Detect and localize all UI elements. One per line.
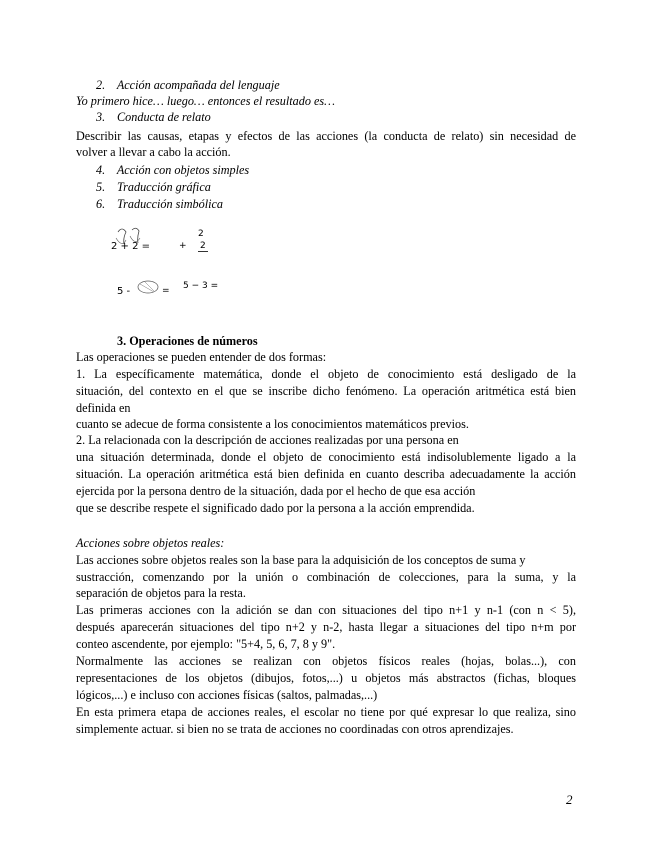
ops-line-5: cuanto se adecue de forma consistente a los conocimientos matemáticos previos. <box>76 417 469 431</box>
sum-sign: + <box>179 241 187 251</box>
acciones-line-9: lógicos,...) e incluso con acciones físicas (saltos, palmadas,...) <box>76 688 378 702</box>
acciones-line-2: sustracción, comenzando por la unión o combinación de colecciones, para la suma, y la <box>76 570 576 584</box>
ops-line-9: ejercida por la persona dentro de la situación, dada por el hecho de que esa acción <box>76 484 476 498</box>
sum-result-bottom: 2 <box>200 241 206 251</box>
ops-line-6: 2. La relacionada con la descripción de acciones realizadas por una persona en <box>76 433 459 447</box>
ops-line-4: definida en <box>76 401 131 415</box>
acciones-line-8: representaciones de los objetos (dibujos, fotos,...) u objetos más abstractos (fichas, bloques <box>76 671 576 685</box>
ops-line-2: 1. La específicamente matemática, donde el objeto de conocimiento está desligado de la <box>76 367 576 381</box>
ops-line-8: situación. La operación aritmética está bien definida en cuanto describa adecuadamente la acción <box>76 467 576 481</box>
ops-line-7: una situación determinada, donde el objeto de conocimiento está indisolublemente ligado a la <box>76 450 576 464</box>
ops-line-10: que se describe respete el significado dado por la persona a la acción emprendida. <box>76 501 475 515</box>
ops-line-1: Las operaciones se pueden entender de dos formas: <box>76 350 327 364</box>
acciones-heading: Acciones sobre objetos reales: <box>76 536 225 550</box>
sum-lhs: 2 + 2 = <box>111 241 151 252</box>
yo-primero-line: Yo primero hice… luego… entonces el resultado es… <box>76 94 335 108</box>
list-item-traduccion-simbolica: 6. Traducción simbólica <box>96 197 224 211</box>
section-heading: 3. Operaciones de números <box>117 334 258 348</box>
list-item-objetos-simples: 4. Acción con objetos simples <box>96 163 250 177</box>
acciones-line-1: Las acciones sobre objetos reales son la base para la adquisición de los conceptos de suma y <box>76 553 526 567</box>
list-item-traduccion-grafica: 5. Traducción gráfica <box>96 180 211 194</box>
acciones-line-4: Las primeras acciones con la adición se dan con situaciones del tipo n+1 y n-1 (con n < 5), <box>76 603 576 617</box>
relato-line-2: volver a llevar a cabo la acción. <box>76 145 231 159</box>
acciones-line-7: Normalmente las acciones se realizan con objetos físicos reales (hojas, bolas...), con <box>76 654 576 668</box>
relato-line-1: Describir las causas, etapas y efectos de las acciones (la conducta de relato) sin necesidad de <box>76 129 576 143</box>
acciones-line-10: En esta primera etapa de acciones reales, el escolar no tiene por qué expresar lo que realiza, sino <box>76 705 576 719</box>
list-item-conducta-relato: 3. Conducta de relato <box>96 110 211 124</box>
sub-result: 5 − 3 = <box>183 281 219 291</box>
acciones-line-11: simplemente actuar. si bien no se trata de acciones no coordinadas con otros aprendizajes. <box>76 722 514 736</box>
sum-result-top: 2 <box>198 229 204 239</box>
acciones-line-5: después aparecerán situaciones del tipo n+2 y n-2, hasta llegar a situaciones del tipo n+m por <box>76 620 576 634</box>
list-item-accion-lenguaje: 2. Acción acompañada del lenguaje <box>96 78 280 92</box>
sub-equals: = <box>162 286 170 296</box>
ops-line-3: situación, del contexto en el que se inscribe dicho fenómeno. La operación aritmética está bien <box>76 384 576 398</box>
page-number: 2 <box>566 792 573 807</box>
acciones-line-3: separación de objetos para la resta. <box>76 586 246 600</box>
acciones-line-6: conteo ascendente, por ejemplo: "5+4, 5, 6, 7, 8 y 9". <box>76 637 336 651</box>
sub-lhs: 5 - <box>117 286 131 297</box>
